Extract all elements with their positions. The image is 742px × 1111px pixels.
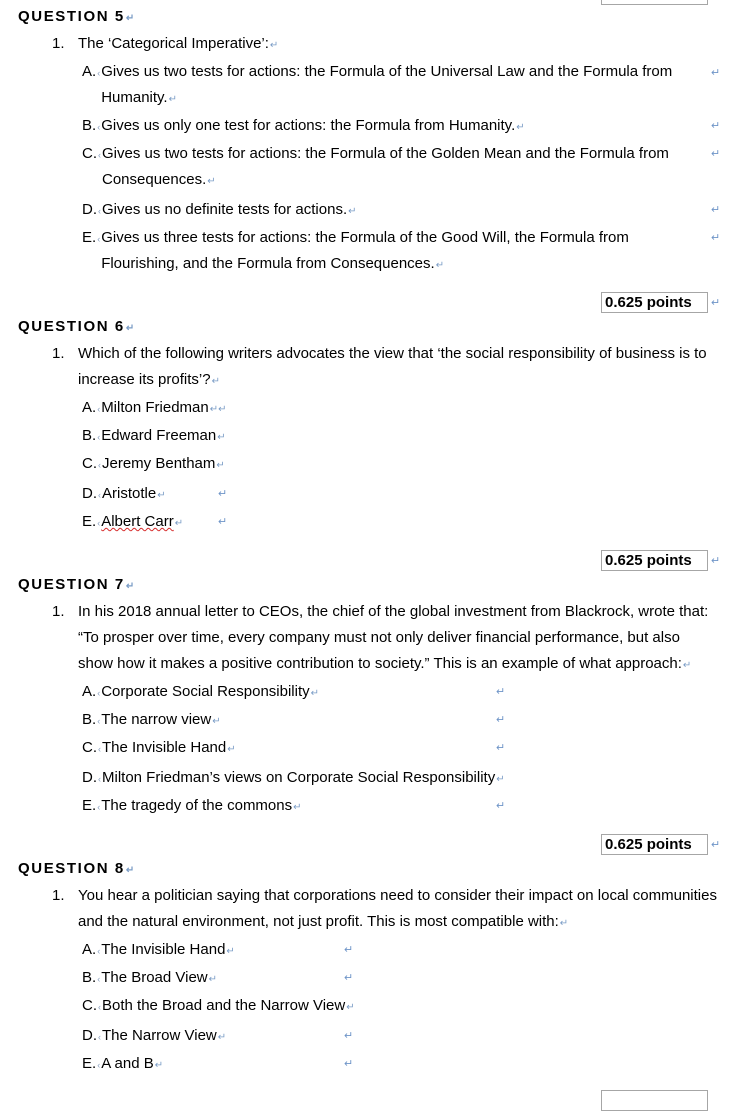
question-6-option-b[interactable]: B.‹Edward Freeman↵ (82, 427, 226, 444)
paragraph-mark-icon: ↵ (496, 742, 506, 754)
question-6-option-c[interactable]: C.‹Jeremy Bentham↵ (82, 455, 225, 472)
question-8-option-a[interactable]: A.‹The Invisible Hand↵ (82, 941, 235, 958)
question-6-option-a[interactable]: A.‹Milton Friedman↵↵ (82, 399, 227, 416)
points-box-q8 (601, 1090, 708, 1111)
paragraph-mark-icon: ↵ (344, 944, 354, 956)
paragraph-mark-icon: ↵ (711, 204, 721, 216)
paragraph-mark-icon: ↵ (496, 800, 506, 812)
question-8-option-c[interactable]: C.‹Both the Broad and the Narrow View↵ (82, 997, 355, 1014)
question-7-option-d[interactable]: D.‹Milton Friedman’s views on Corporate Social Responsibility↵ (82, 769, 505, 786)
question-7-stem: In his 2018 annual letter to CEOs, the chief of the global investment from Blackrock, wrote that: “To prosper over time, every company must not only deliver financial performance, but also show how it makes a positive contribution to society.” This is an example of what approach:↵ (78, 603, 709, 672)
points-box-q4 (601, 0, 708, 5)
question-5-heading: QUESTION 5↵ (18, 8, 136, 25)
paragraph-mark-icon: ↵ (218, 516, 228, 528)
paragraph-mark-icon: ↵ (711, 839, 721, 851)
question-7-number: 1. (52, 603, 65, 620)
question-5-option-d[interactable]: D.‹Gives us no definite tests for actions.↵ (82, 201, 357, 218)
question-6-number: 1. (52, 345, 65, 362)
paragraph-mark-icon: ↵ (711, 555, 721, 567)
paragraph-mark-icon: ↵ (344, 972, 354, 984)
question-5-option-c[interactable]: C.‹Gives us two tests for actions: the Formula of the Golden Mean and the Formula from Consequences.↵ (82, 145, 669, 188)
paragraph-mark-icon: ↵ (711, 232, 721, 244)
question-7-heading: QUESTION 7↵ (18, 576, 136, 593)
question-5-stem: The ‘Categorical Imperative’:↵ (78, 35, 279, 52)
paragraph-mark-icon: ↵ (496, 686, 506, 698)
question-8-option-b[interactable]: B.‹The Broad View↵ (82, 969, 218, 986)
paragraph-mark-icon: ↵ (711, 67, 721, 79)
question-8-stem: You hear a politician saying that corporations need to consider their impact on local communities and the natural environment, not just profit. This is most compatible with:↵ (78, 887, 717, 930)
paragraph-mark-icon: ↵ (496, 714, 506, 726)
question-5-option-e[interactable]: E.‹Gives us three tests for actions: the Formula of the Good Will, the Formula from Flourishing, and the Formula from Consequences.↵ (82, 229, 629, 272)
question-7-option-b[interactable]: B.‹The narrow view↵ (82, 711, 221, 728)
question-5-option-b[interactable]: B.‹Gives us only one test for actions: the Formula from Humanity.↵ (82, 117, 525, 134)
question-6-option-d[interactable]: D.‹Aristotle↵ (82, 485, 166, 502)
question-5-number: 1. (52, 35, 65, 52)
question-7-option-c[interactable]: C.‹The Invisible Hand↵ (82, 739, 236, 756)
question-7-option-e[interactable]: E.‹The tragedy of the commons↵ (82, 797, 302, 814)
paragraph-mark-icon: ↵ (711, 120, 721, 132)
points-box-q7: 0.625 points (601, 834, 708, 855)
question-5-option-a[interactable]: A.‹Gives us two tests for actions: the Formula of the Universal Law and the Formula from Humanity.↵ (82, 63, 673, 106)
paragraph-mark-icon: ↵ (711, 148, 721, 160)
question-6-stem: Which of the following writers advocates the view that ‘the social responsibility of business is to increase its profits’?↵ (78, 345, 707, 388)
paragraph-mark-icon: ↵ (218, 488, 228, 500)
paragraph-mark-icon: ↵ (344, 1030, 354, 1042)
points-box-q5: 0.625 points (601, 292, 708, 313)
question-8-option-d[interactable]: D.‹The Narrow View↵ (82, 1027, 227, 1044)
paragraph-mark-icon: ↵ (711, 297, 721, 309)
points-box-q6: 0.625 points (601, 550, 708, 571)
question-6-heading: QUESTION 6↵ (18, 318, 136, 335)
question-6-option-e[interactable]: E.‹Albert Carr↵ (82, 513, 184, 530)
question-8-number: 1. (52, 887, 65, 904)
question-8-option-e[interactable]: E.‹A and B↵ (82, 1055, 164, 1072)
paragraph-mark-icon: ↵ (344, 1058, 354, 1070)
question-8-heading: QUESTION 8↵ (18, 860, 136, 877)
question-7-option-a[interactable]: A.‹Corporate Social Responsibility↵ (82, 683, 320, 700)
